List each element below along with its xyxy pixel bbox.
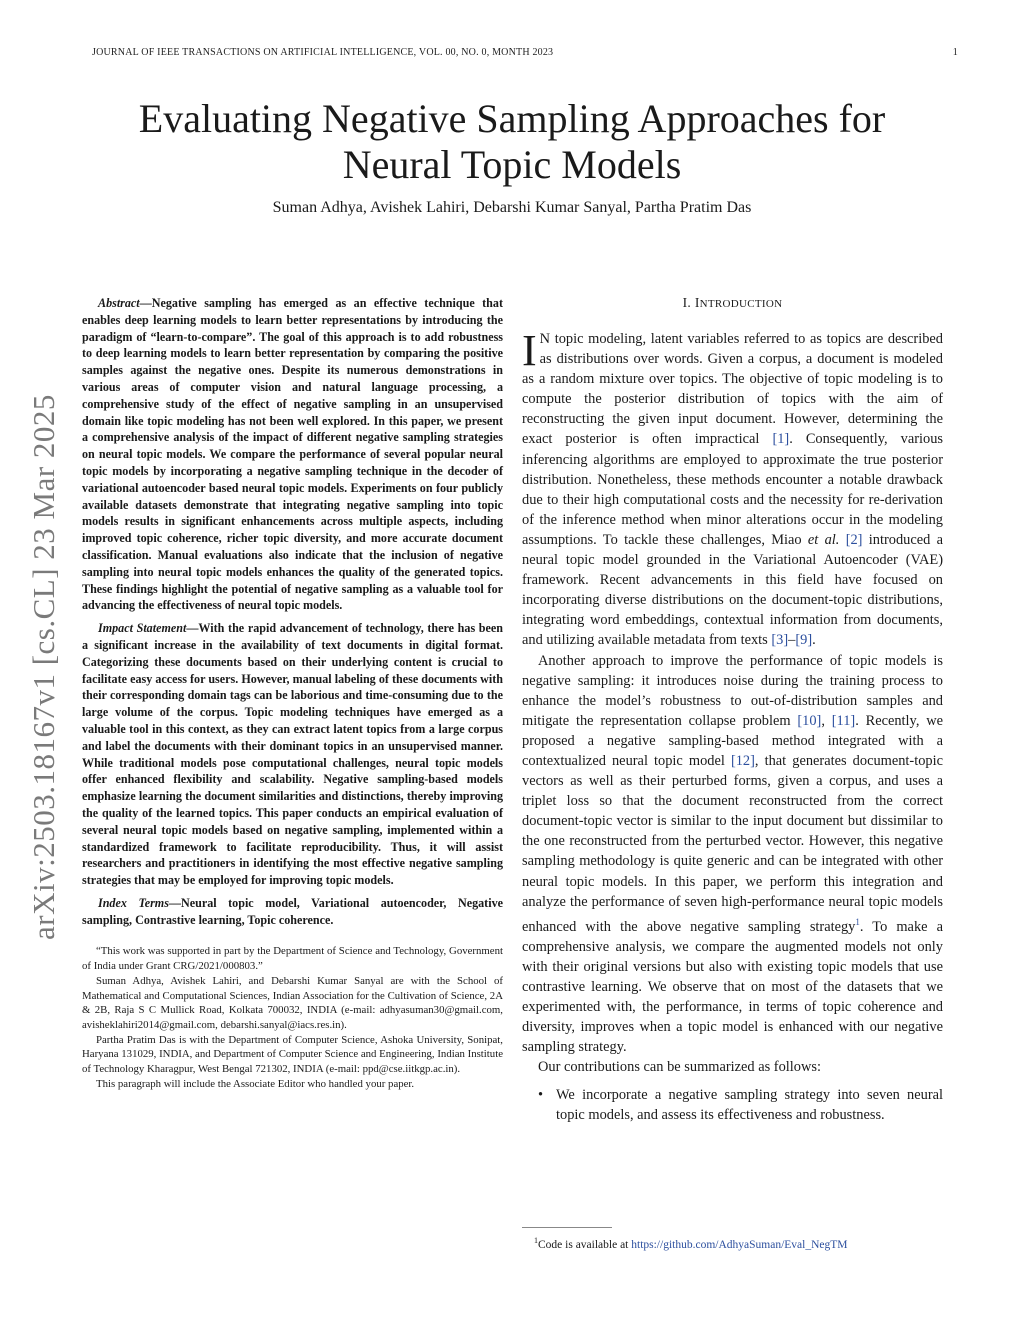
section-title-rest: NTRODUCTION [699, 298, 783, 310]
drop-cap: I [522, 326, 537, 375]
index-terms [82, 895, 503, 929]
affiliation-footnotes [82, 944, 503, 1091]
left-column [82, 295, 503, 1092]
citation-10[interactable]: [10] [797, 712, 822, 729]
running-head-text: JOURNAL OF IEEE TRANSACTIONS ON ARTIFICIAL INTELLIGENCE, VOL. 00, NO. 0, MONTH 2023 [92, 47, 554, 58]
page-number: 1 [952, 47, 958, 58]
intro-p2-text-d: . To make a comprehensive analysis, we compare the augmented models not only with their original versions but also with existing topic models that use contrastive learning. We observe that on most of the datasets that we experimented with, the performance, in terms of topic coherence and diversity, improves when a topic model is enhanced with our negative sampling strategy. [522, 918, 943, 1056]
footnote-affiliation-2: Partha Pratim Das is with the Department of Computer Science, Ashoka University, Sonipat, Haryana 131029, INDIA, and Department of Computer Science and Engineering, Indian Institute of Technology Kharagpur, West Bengal 721302, INDIA (e-mail: ppd@cse.iitkgp.ac.in). [82, 1033, 503, 1076]
intro-p1-text-c: introduced a neural topic model grounded in the Variational Autoencoder (VAE) framework. Recent advancements in this field have focused on incorporating diverse distributions on the document-topic distributions, integrating word embeddings, contextual information from documents, and utilizing available metadata from texts [522, 531, 943, 649]
author-list: Suman Adhya, Avishek Lahiri, Debarshi Kumar Sanyal, Partha Pratim Das [272, 199, 752, 216]
intro-p2-text-b: . Recently, we proposed a negative sampling-based method integrated with a contextualized neural topic model [522, 712, 943, 769]
contribution-item: • We incorporate a negative sampling strategy into seven neural topic models, and assess its effectiveness and robustness. [522, 1085, 943, 1125]
impact-statement-text: —With the rapid advancement of technology, there has been a significant increase in the availability of text documents in digital format. Categorizing these documents based on their underlying content is crucial to facilitate easy access for users. However, manual labeling of these documents with their corresponding domain tags can be laborious and time-consuming due to the large volume of the corpus. Topic modeling techniques have emerged as a valuable tool in this context, as they can extract latent topics from a large corpus and label the documents with their dominant topics in an unsupervised manner. While traditional models pose computational challenges, neural topic models offer enhanced flexibility and scalability. Negative sampling-based models emphasize learning the document similarities and distinctions, thereby improving the quality of the learned topics. This paper conducts an empirical evaluation of several neural topic models based on negative sampling, implemented within a standardized framework to facilitate reproducibility. Thus, it will assist researchers and practitioners in identifying the most effective negative sampling strategies that may be employed for improving topic models. [82, 621, 503, 888]
intro-p1-text-a: N topic modeling, latent variables referred to as topics are described as distributions over words. Given a corpus, a document is modeled as a random mixture over topics. The objective of topic modeling is to compute the posterior distribution of topics with the aim of reconstructing the given input document. However, determining the exact posterior is often impractical [522, 331, 943, 448]
footnote-affiliation-1: Suman Adhya, Avishek Lahiri, and Debarshi Kumar Sanyal are with the School of Mathematical and Computational Sciences, Indian Association for the Cultivation of Science, 2A & 2B, Raja S C Mullick Road, Kolkata 700032, INDIA (e-mail: adhyasuman30@gmail.com, avisheklahiri2014@gmail.com, debarshi.sanyal@iacs.res.in). [82, 974, 503, 1031]
right-column [522, 295, 943, 1125]
arxiv-stamp: arXiv:2503.18167v1 [cs.CL] 23 Mar 2025 [26, 394, 61, 940]
et-al: et al. [807, 531, 840, 548]
intro-paragraph-3: Our contributions can be summarized as follows: [538, 1059, 821, 1076]
footnote-editor: This paragraph will include the Associate Editor who handled your paper. [96, 1077, 415, 1090]
abstract-text: —Negative sampling has emerged as an effective technique that enables deep learning models to learn better representations by introducing the paradigm of “learn-to-compare”. The goal of this approach is to add robustness to deep learning models to learn better representation by comparing the positive samples against the negative ones. Despite its numerous demonstrations in various areas of computer vision and natural language processing, a comprehensive study of the effect of negative sampling in an unsupervised domain like topic modeling has not been well explored. In this paper, we present a comprehensive analysis of the impact of different negative sampling strategies on neural topic models. We compare the performance of several popular neural topic models by incorporating a negative sampling technique in the decoder of variational autoencoder based neural topic models. Experiments on four publicly available datasets demonstrate that integrating negative sampling into topic models results in significant enhancements across multiple aspects, including improved topic coherence, richer topic diversity, and more accurate document classification. Manual evaluations also indicate that the inclusion of negative sampling into neural topic models enhances the quality of the generated topics. These findings highlight the potential of negative sampling as a valuable tool for advancing the effectiveness of neural topic models. [82, 296, 503, 613]
abstract-label: Abstract [98, 296, 140, 310]
citation-12[interactable]: [12] [730, 752, 755, 769]
citation-3[interactable]: [3] [771, 632, 789, 649]
footnote-code-availability [534, 1236, 954, 1251]
section-numeral: I. [682, 295, 692, 310]
intro-paragraph-2 [522, 651, 943, 1058]
abstract [82, 295, 503, 614]
intro-p2-text-a: Another approach to improve the performance of topic models is negative sampling: it introduces noise during the training process to enhance the model’s robustness to out-of-distribution samples and mitigate the representation collapse problem [522, 652, 943, 729]
running-head [92, 47, 958, 58]
footnote-funding: “This work was supported in part by the Department of Science and Technology, Government of India under Grant CRG/2021/000803.” [82, 945, 503, 973]
footnote-rule [522, 1227, 612, 1228]
code-repository-link[interactable]: https://github.com/AdhyaSuman/Eval_NegTM [631, 1238, 848, 1251]
citation-separator: , [821, 712, 832, 729]
citation-range-dash: – [788, 632, 796, 649]
citation-11[interactable]: [11] [831, 712, 856, 729]
intro-p2-text-c: , that generates document-topic vectors as well as their perturbed forms, given a corpus, and uses a triplet loss so that the document reconstructed from the correct document-topic vector is similar to the input document but dissimilar to the one reconstructed from the perturbed vector. However, this negative sampling methodology is quite generic and can be integrated with other neural topic models. In this paper, we perform this integration and analyze the performance of seven high-performance neural topic models enhanced with the above negative sampling strategy [522, 752, 943, 935]
introduction-body [522, 326, 943, 1125]
index-terms-text: —Neural topic model, Variational autoencoder, Negative sampling, Contrastive learning, Topic coherence. [82, 895, 503, 927]
citation-1[interactable]: [1] [772, 431, 790, 448]
footnote-marker[interactable]: 1 [855, 916, 860, 927]
citation-2[interactable]: [2] [845, 531, 863, 548]
section-title-initial: I [694, 295, 700, 310]
section-heading-introduction [522, 295, 943, 311]
citation-9[interactable]: [9] [795, 632, 813, 649]
intro-p1-text-b: . Consequently, various inferencing algorithms are employed to approximate the true posterior distribution. Nonetheless, these methods encounter a notable drawback due to their high computational costs and the necessity for re-derivation of the inference method when minor alterations occur in the modeling assumptions. To tackle these challenges, Miao [522, 431, 943, 548]
intro-p1-text-d: . [812, 632, 816, 649]
impact-statement-label: Impact Statement [98, 621, 187, 636]
impact-statement [82, 620, 503, 889]
index-terms-label: Index Terms [98, 895, 169, 910]
contribution-list [522, 1085, 943, 1125]
intro-paragraph-1 [522, 326, 943, 651]
paper-title: Evaluating Negative Sampling Approaches for Neural Topic Models [138, 96, 886, 187]
footnote-code-text: Code is available at [538, 1238, 632, 1251]
abstract-block [82, 295, 503, 928]
footnote-code-mark: 1 [534, 1236, 538, 1245]
